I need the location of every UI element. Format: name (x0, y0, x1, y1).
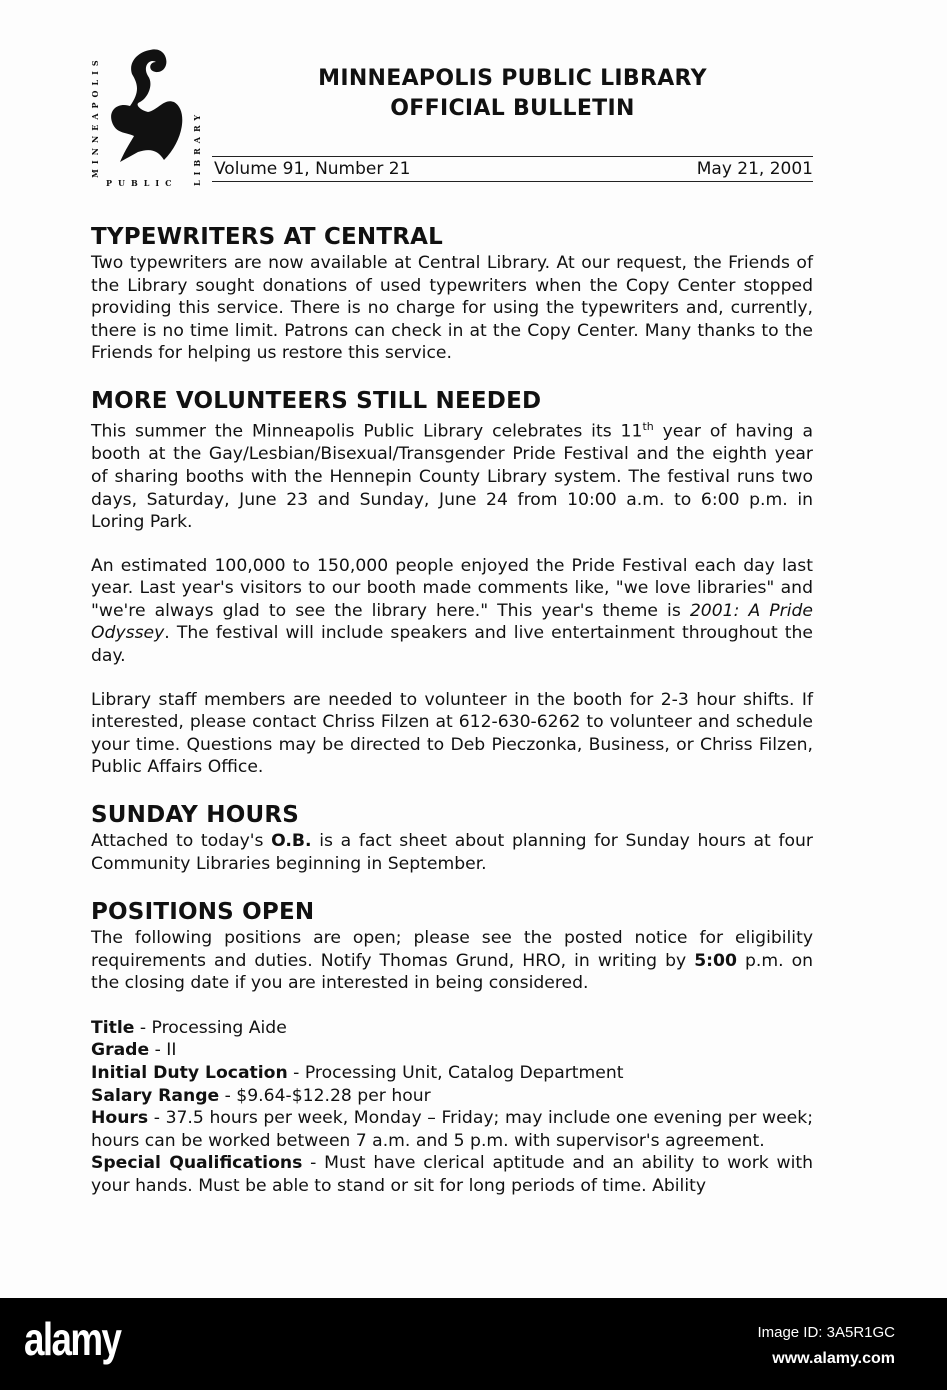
text: is a fact sheet about planning for Sunday hours at four Community Libraries beginning in September. (91, 831, 813, 874)
field-value: - Processing Unit, Catalog Department (287, 1062, 624, 1083)
logo-text-vertical: MINNEAPOLIS (90, 55, 100, 178)
section-volunteers (91, 386, 813, 779)
position-field-salary (91, 1085, 813, 1108)
field-value: - Processing Aide (134, 1017, 287, 1038)
field-label: Initial Duty Location (91, 1062, 288, 1083)
field-value: - II (149, 1040, 177, 1061)
library-logo (88, 40, 208, 190)
text-bold: 5:00 (694, 950, 737, 971)
position-field-qualifications (91, 1152, 813, 1197)
bulletin-title: MINNEAPOLIS PUBLIC LIBRARY (318, 66, 707, 91)
section-body: Two typewriters are now available at Central Library. At our request, the Friends of the Library sought donations of used typewriters when the Copy Center stopped providing this service. There is no charge for using the typewriters and, currently, there is no time limit. Patrons can check in at the Copy Center. Many thanks to the Friends for helping us restore this service. (91, 253, 813, 364)
image-id: Image ID: 3A5R1GC (757, 1324, 895, 1341)
header-rule-top (212, 156, 813, 157)
section-heading: TYPEWRITERS AT CENTRAL (91, 224, 444, 250)
superscript: th (642, 420, 654, 433)
festival-theme: 2001: A Pride Odyssey (91, 600, 813, 644)
section-body (91, 830, 813, 875)
issue-date: May 21, 2001 (696, 159, 813, 179)
section-paragraph (91, 555, 813, 668)
text: An estimated 100,000 to 150,000 people enjoyed the Pride Festival each day last year. Last year's visitors to our booth made comments like, "we love libraries" and "we're always glad to see the library here." This year's theme is (91, 555, 813, 621)
field-value: - $9.64-$12.28 per hour (219, 1085, 431, 1106)
field-label: Title (91, 1017, 135, 1038)
position-field-hours (91, 1107, 813, 1152)
bulletin-subtitle: OFFICIAL BULLETIN (390, 96, 635, 121)
position-field-grade (91, 1039, 813, 1062)
field-label: Salary Range (91, 1085, 220, 1106)
logo-m-swirl-icon (88, 40, 208, 190)
volume-number: Volume 91, Number 21 (214, 159, 411, 179)
field-value: - Must have clerical aptitude and an ability to work with your hands. Must be able to stand or sit for long periods of time. Ability (91, 1153, 813, 1196)
text: year of having a booth at the Gay/Lesbian/Bisexual/Transgender Pride Festival and the eighth year of sharing booths with the Hennepin County Library system. The festival runs two days, Saturday, June 23 and Sunday, June 24 from 10:00 a.m. to 6:00 p.m. in Loring Park. (91, 421, 813, 533)
text-bold: O.B. (271, 831, 312, 851)
position-field-location (91, 1062, 813, 1085)
logo-text-vertical-right: LIBRARY (192, 109, 202, 186)
field-label: Special Qualifications (91, 1153, 303, 1174)
section-typewriters (91, 222, 813, 365)
alamy-logo: alamy (24, 1313, 121, 1365)
text: This summer the Minneapolis Public Library celebrates its 11 (91, 421, 643, 442)
section-body (91, 927, 813, 995)
watermark-bar (0, 1298, 947, 1390)
field-value: - 37.5 hours per week, Monday – Friday; may include one evening per week; hours can be worked between 7 a.m. and 5 p.m. with supervisor's agreement. (91, 1108, 813, 1151)
text: The following positions are open; please see the posted notice for eligibility requirements and duties. Notify Thomas Grund, HRO, in writing by (91, 928, 813, 971)
text: Attached to today's (91, 831, 272, 851)
text: p.m. on the closing date if you are interested in being considered. (91, 950, 814, 994)
field-label: Hours (91, 1108, 149, 1129)
section-positions-open (91, 897, 813, 1198)
alamy-url: www.alamy.com (772, 1350, 895, 1367)
header-rule-bottom (212, 181, 813, 182)
section-paragraph: Library staff members are needed to volunteer in the booth for 2-3 hour shifts. If interested, please contact Chriss Filzen at 612-630-6262 to volunteer and schedule your time. Questions may be directed to Deb Pieczonka, Business, or Chriss Filzen, Public Affairs Office. (91, 689, 813, 778)
section-paragraph (91, 416, 813, 534)
section-sunday-hours (91, 800, 813, 875)
section-heading: POSITIONS OPEN (91, 899, 315, 925)
field-label: Grade (91, 1040, 150, 1061)
position-field-title (91, 1017, 813, 1040)
logo-text-bottom: PUBLIC (106, 178, 178, 188)
section-heading: SUNDAY HOURS (91, 802, 299, 828)
section-heading: MORE VOLUNTEERS STILL NEEDED (91, 388, 542, 414)
text: . The festival will include speakers and live entertainment throughout the day. (91, 623, 813, 667)
